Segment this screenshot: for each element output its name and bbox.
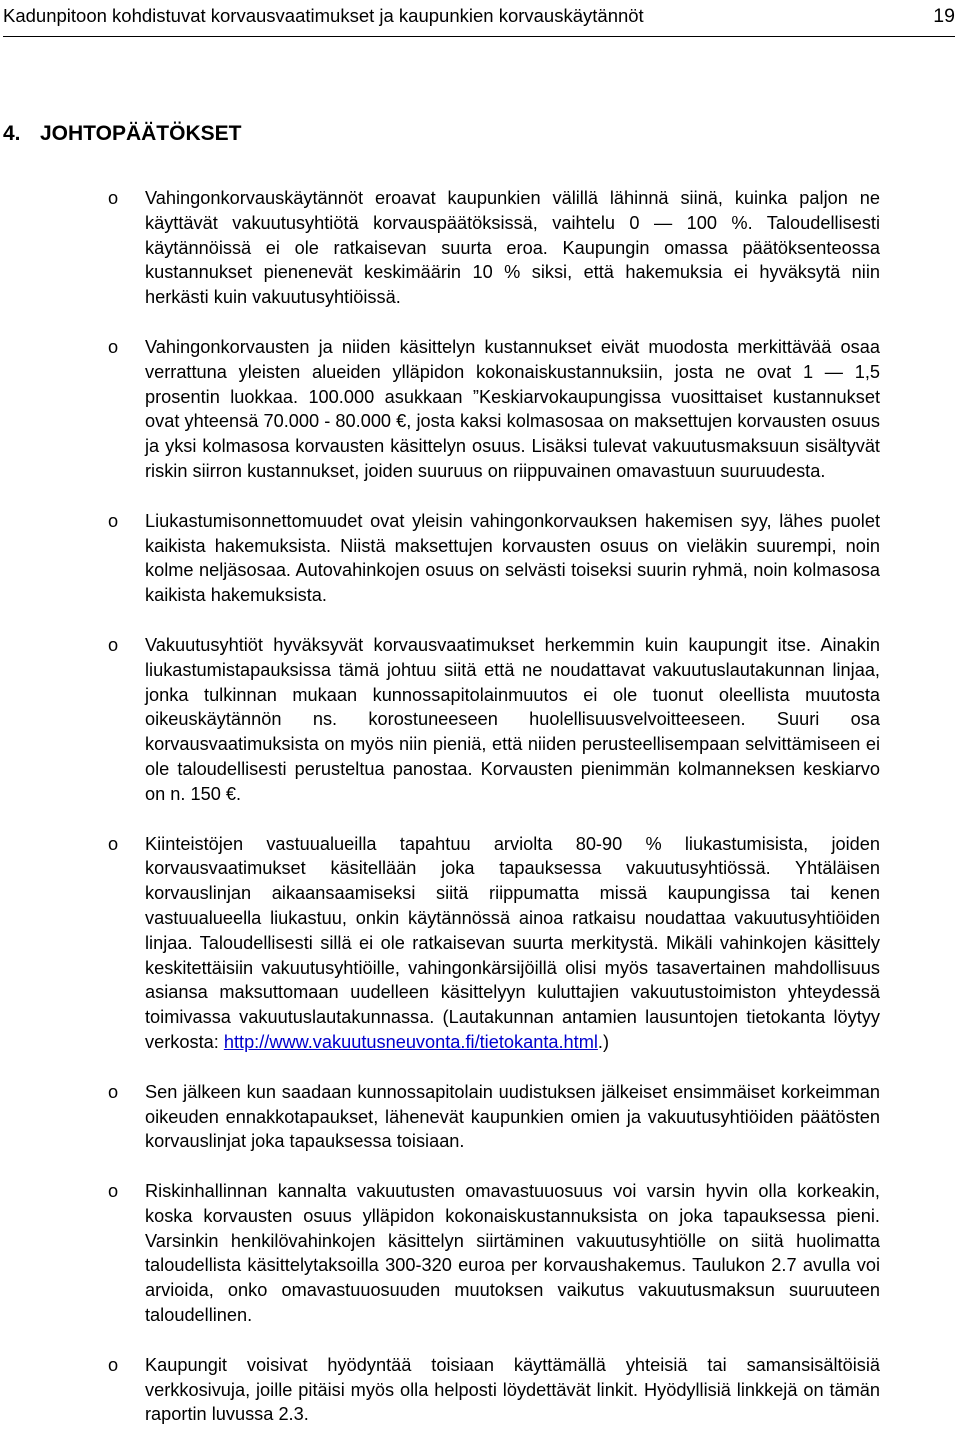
section-heading [3, 120, 241, 148]
section-title: JOHTOPÄÄTÖKSET [40, 122, 242, 145]
list-item [0, 335, 880, 484]
section-number: 4. [3, 122, 21, 145]
list-item [0, 1179, 880, 1328]
list-item [0, 633, 880, 807]
list-item [0, 186, 880, 310]
list-item-text: Kiinteistöjen vastuualueilla tapahtuu arviolta 80-90 % liukastumisista, joiden korvausvaatimukset käsitellään joka tapauksessa vakuutusyhtiössä. Yhtäläisen korvauslinjan aikaansaamiseksi siitä riippumatta missä kaupungissa tai kenen vastuualueella liukastuu, onkin käytännössä ainoa ratkaisu noudattaa vakuutusyhtiöiden linjaa. Taloudellisesti sillä ei ole ratkaisevan suurta merkitystä. Mikäli vahinkojen käsittely keskitettäisiin vakuutusyhtiöille, vahingonkärsijöillä olisi myös tasavertainen mahdollisuus asiansa maksuttomaan uudelleen käsittelyyn kuluttajien vakuutustoimiston yhteydessä toimivassa vakuutuslautakunnassa. (Lautakunnan antamien lausuntojen tietokanta löytyy verkosta: [145, 833, 880, 1052]
list-item-text: Liukastumisonnettomuudet ovat yleisin vahingonkorvauksen hakemisen syy, lähes puolet kaikista hakemuksista. Niistä maksettujen korvausten osuus on vieläkin suurempi, noin kolme neljäsosaa. Autovahinkojen osuus on selvästi toiseksi suurin ryhmä, noin kolmasosa kaikista hakemuksista. [145, 510, 880, 606]
list-item [0, 509, 880, 608]
bullet-icon: o [108, 634, 119, 655]
list-item-text: Riskinhallinnan kannalta vakuutusten omavastuuosuus voi varsin hyvin olla korkeakin, koska korvausten osuus ylläpidon kokonaiskustannuksista on joka tapauksessa pieni. Varsinkin henkilövahinkojen käsittelyn siirtäminen vakuutusyhtiölle on siitä huolimatta taloudellista käsittelytaksoilla 300-320 euroa per korvaushakemus. Taulukon 2.7 avulla voi arvioida, onko omavastuuosuuden muutoksen vaikutus vakuutusmaksun suuruuteen taloudellinen. [145, 1181, 880, 1326]
bullet-icon: o [108, 1181, 119, 1202]
page-number: 19 [933, 5, 955, 27]
database-link[interactable]: http://www.vakuutusneuvonta.fi/tietokanta.html [223, 1031, 598, 1052]
list-item [0, 832, 880, 1055]
bullet-icon: o [108, 188, 119, 208]
bullet-icon: o [108, 510, 119, 531]
bullet-icon: o [108, 1354, 119, 1375]
list-item [0, 1080, 880, 1154]
list-item-text: Vahingonkorvauskäytännöt eroavat kaupunkien välillä lähinnä siinä, kuinka paljon ne käyttävät vakuutusyhtiötä korvauspäätöksissä, vaihtelu 0 — 100 %. Taloudellisesti käytännöissä ei ole ratkaisevan suurta eroa. Kaupungin omassa päätöksenteossa kustannukset pienenevät keskimäärin 10 % siksi, että hakemuksia ei hyväksytä niin herkästi kuin vakuutusyhtiöissä. [145, 188, 880, 308]
bullet-icon: o [108, 833, 119, 854]
list-item-text-after: .) [597, 1031, 610, 1052]
bullet-icon: o [108, 1081, 119, 1102]
bullet-icon: o [108, 336, 119, 357]
conclusions-list [0, 186, 880, 1452]
page-header [3, 4, 955, 37]
list-item-text: Sen jälkeen kun saadaan kunnossapitolain uudistuksen jälkeiset ensimmäiset korkeimman oikeuden ennakkotapaukset, lähenevät kaupunkien omien ja vakuutusyhtiöiden päätösten korvauslinjat joka tapauksessa toisiaan. [145, 1081, 880, 1152]
running-header-title: Kadunpitoon kohdistuvat korvausvaatimukset ja kaupunkien korvauskäytännöt [3, 5, 644, 26]
list-item-text: Vahingonkorvausten ja niiden käsittelyn kustannukset eivät muodosta merkittävää osaa verrattuna yleisten alueiden ylläpidon kokonaiskustannuksiin, josta ne ovat 1 — 1,5 prosentin luokkaa. 100.000 asukkaan ”Keskiarvokaupungissa vuosittaiset kustannukset ovat yhteensä 70.000 - 80.000 €, josta kaksi kolmasosaa on maksettujen korvausten osuus ja yksi kolmasosa korvausten käsittelyn osuus. Lisäksi tulevat vakuutusmaksuun sisältyvät riskin siirron kustannukset, joiden suuruus on riippuvainen omavastuun suuruudesta. [145, 336, 880, 481]
list-item-text: Kaupungit voisivat hyödyntää toisiaan käyttämällä yhteisiä tai samansisältöisiä verkkosivuja, joille pitäisi myös olla helposti löydettävät linkit. Hyödyllisiä linkkejä on tämän raportin luvussa 2.3. [145, 1354, 880, 1425]
list-item [0, 1353, 880, 1427]
list-item-text: Vakuutusyhtiöt hyväksyvät korvausvaatimukset herkemmin kuin kaupungit itse. Ainakin liukastumistapauksissa tämä johtuu siitä että ne noudattavat vakuutuslautakunnan linjaa, jonka tulkinnan mukaan kunnossapitolainmuutos ei ole tuonut oleellista muutosta oikeuskäytännön ns. korostuneeseen huolellisuusvelvoitteeseen. Suuri osa korvausvaatimuksista on myös niin pieniä, että niiden perusteellisempaan selvittämiseen ei ole taloudellisesti perusteltua panostaa. Korvausten pienimmän kolmanneksen keskiarvo on n. 150 €. [145, 634, 880, 804]
